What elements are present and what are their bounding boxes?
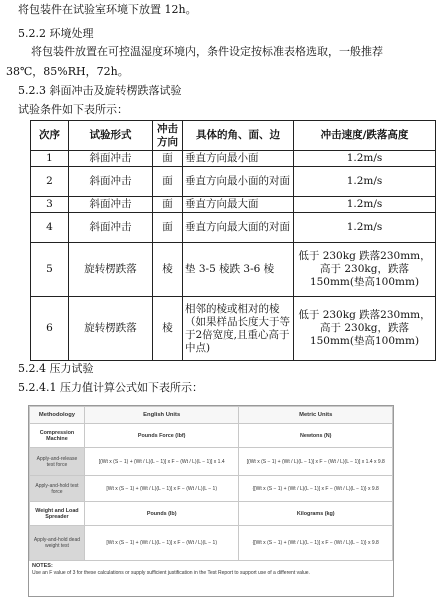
pressure-formula-figure — [28, 405, 394, 597]
cell-corner: 垂直方向最大面的对面 — [183, 213, 294, 243]
table-row — [31, 297, 436, 361]
methods-metric: Kilograms (kg) — [239, 502, 393, 526]
impact-test-table — [30, 120, 436, 361]
methods-metric: {[Wt x (S − 1) + (Wt / L)(L − 1)] x F − (Wt / L)(L − 1)} x 9.8 — [239, 476, 393, 502]
notes-title: NOTES: — [32, 563, 53, 569]
methods-header-english: English Units — [84, 407, 239, 424]
paragraph-line-1: 将包装件在试验室环境下放置 12h。 — [18, 3, 197, 16]
methods-label: Compression Machine — [30, 424, 85, 448]
cell-form: 旋转楞跌落 — [69, 297, 153, 361]
cell-form: 斜面冲击 — [69, 213, 153, 243]
cell-dir: 棱 — [153, 297, 183, 361]
cell-dir: 棱 — [153, 243, 183, 297]
table-row — [31, 167, 436, 197]
heading-5-2-3: 5.2.3 斜面冲击及旋转楞跌落试验 — [18, 84, 182, 97]
header-speed: 冲击速度/跌落高度 — [294, 121, 436, 151]
cell-seq: 3 — [31, 197, 69, 213]
methods-label: Apply-and-hold dead weight test — [30, 526, 85, 561]
methods-label: Apply-and-release test force — [30, 448, 85, 476]
cell-speed: 1.2m/s — [294, 213, 436, 243]
cell-corner: 垂直方向最小面的对面 — [183, 167, 294, 197]
methods-english: Pounds Force (lbf) — [84, 424, 239, 448]
notes-text: Use an F value of 3 for these calculations or supply sufficient justification in the Test Report to support use of a different value. — [32, 570, 310, 576]
cell-form: 斜面冲击 — [69, 197, 153, 213]
heading-5-2-2: 5.2.2 环境处理 — [18, 27, 94, 40]
methods-metric: Newtons (N) — [239, 424, 393, 448]
cell-speed: 1.2m/s — [294, 167, 436, 197]
cell-dir: 面 — [153, 167, 183, 197]
cell-seq: 1 — [31, 151, 69, 167]
cell-corner: 垫 3-5 棱跌 3-6 棱 — [183, 243, 294, 297]
paragraph-line-3: 38℃，85%RH，72h。 — [6, 65, 129, 78]
table-row — [31, 151, 436, 167]
cell-seq: 6 — [31, 297, 69, 361]
methods-label: Apply-and-hold test force — [30, 476, 85, 502]
table-row — [31, 243, 436, 297]
table-row — [31, 213, 436, 243]
header-impact-dir: 冲击方向 — [153, 121, 183, 151]
methods-row-apply-release — [30, 448, 393, 476]
heading-5-2-4-1: 5.2.4.1 压力值计算公式如下表所示： — [18, 381, 203, 394]
methods-metric: [(Wt x (S − 1) + (Wt / L)(L − 1)] x F − (Wt / L)(L − 1)] x 1.4 x 9.8 — [239, 448, 393, 476]
cell-speed: 低于 230kg 跌落230mm，高于 230kg，跌落150mm(垫高100mm) — [294, 243, 436, 297]
cell-form: 斜面冲击 — [69, 151, 153, 167]
cell-speed: 1.2m/s — [294, 197, 436, 213]
header-form: 试验形式 — [69, 121, 153, 151]
methods-row-compression — [30, 424, 393, 448]
methods-english: [(Wt x (S − 1) + (Wt / L)(L − 1)] x F − (Wt / L)(L − 1)] x 1.4 — [84, 448, 239, 476]
methods-row-weight — [30, 502, 393, 526]
methods-header-row — [30, 407, 393, 424]
methodology-table — [29, 406, 393, 561]
cell-speed: 低于 230kg 跌落230mm，高于 230kg，跌落150mm(垫高100mm) — [294, 297, 436, 361]
cell-dir: 面 — [153, 213, 183, 243]
cell-form: 旋转楞跌落 — [69, 243, 153, 297]
header-seq: 次序 — [31, 121, 69, 151]
cell-seq: 2 — [31, 167, 69, 197]
methods-header-metric: Metric Units — [239, 407, 393, 424]
methods-english: [Wt x (S − 1) + (Wt / L)(L − 1)] x F − (Wt / L)(L − 1) — [84, 476, 239, 502]
methods-header-methodology: Methodology — [30, 407, 85, 424]
cell-corner: 相邻的棱或相对的棱（如果样品长度大于等于2倍宽度,且重心高于中点) — [183, 297, 294, 361]
cell-seq: 4 — [31, 213, 69, 243]
methods-notes — [29, 561, 393, 579]
cell-dir: 面 — [153, 151, 183, 167]
cell-corner: 垂直方向最小面 — [183, 151, 294, 167]
methods-label: Weight and Load Spreader — [30, 502, 85, 526]
paragraph-line-2: 将包装件放置在可控温湿度环境内，条件设定按标准表格选取，一般推荐 — [31, 45, 383, 58]
methods-english: [Wt x (S − 1) + (Wt / L)(L − 1)] x F − (Wt / L)(L − 1) — [84, 526, 239, 561]
methods-metric: {[Wt x (S − 1) + (Wt / L)(L − 1)] x F − (Wt / L)(L − 1)} x 9.8 — [239, 526, 393, 561]
heading-5-2-4: 5.2.4 压力试验 — [18, 362, 94, 375]
table-row — [31, 197, 436, 213]
methods-english: Pounds (lb) — [84, 502, 239, 526]
cell-speed: 1.2m/s — [294, 151, 436, 167]
cell-corner: 垂直方向最大面 — [183, 197, 294, 213]
header-corner: 具体的角、面、边 — [183, 121, 294, 151]
cell-dir: 面 — [153, 197, 183, 213]
table-header-row — [31, 121, 436, 151]
cell-seq: 5 — [31, 243, 69, 297]
methods-row-apply-hold — [30, 476, 393, 502]
paragraph-line-4: 试验条件如下表所示： — [18, 103, 128, 116]
cell-form: 斜面冲击 — [69, 167, 153, 197]
methods-row-dead-weight — [30, 526, 393, 561]
